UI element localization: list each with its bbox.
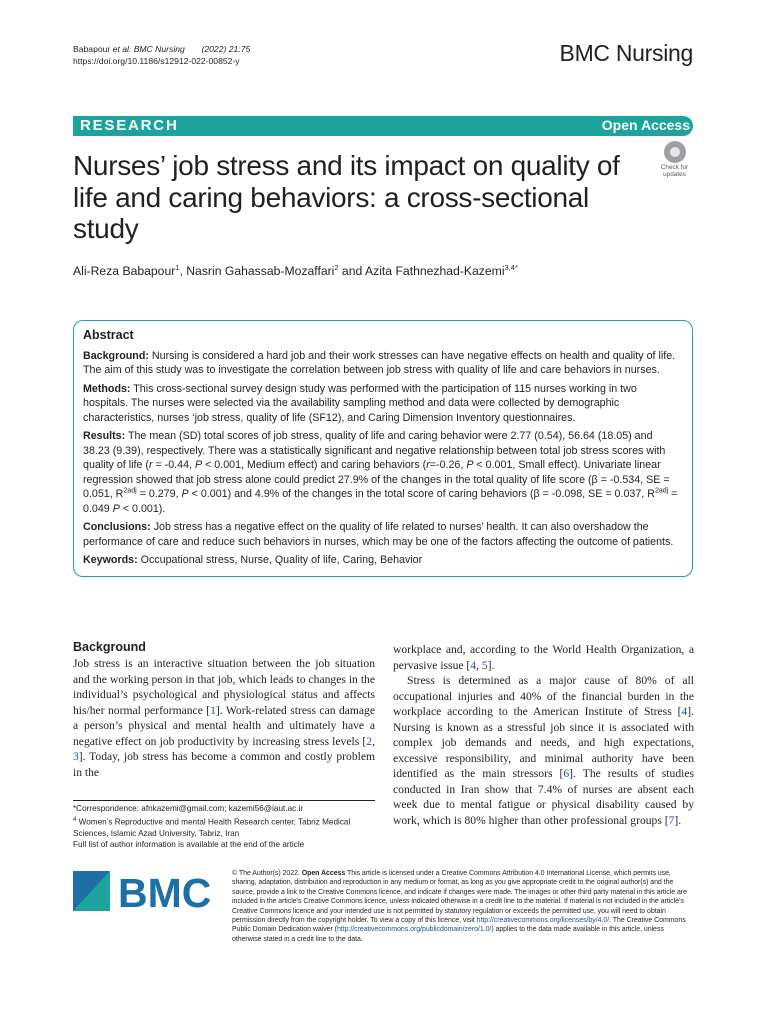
open-access-label: Open Access: [601, 117, 690, 133]
text: Job stress is an interactive situation between the job situation and the working person in that job, which leads to changes in the individual’s psychological and physiological status and affects his/her normal performance [: [73, 657, 375, 717]
bmc-logo: [73, 871, 215, 915]
paragraph: [393, 673, 694, 828]
text: ]. Today, job stress has become a common and costly problem in the: [73, 750, 375, 779]
citation-link[interactable]: 1: [210, 703, 216, 717]
paragraph: workplace and, according to the World Health Organization, a pervasive issue [4, 5].: [393, 643, 694, 672]
correspondence: *Correspondence: afnkazemi@gmail.com; kazemi56@iaut.ac.ir: [73, 804, 304, 813]
author-list: [73, 263, 518, 278]
author-name[interactable]: Nasrin Gahassab-Mozaffari: [186, 264, 335, 279]
text: ]. Nursing is known as a stressful job since it is associated with complex job demands and needs, and high expectations, excessive responsibility, and minimal authority have been identified as the main stressors [: [393, 705, 694, 780]
sup: 4: [73, 816, 77, 823]
text: ].: [674, 813, 682, 827]
label: Results:: [83, 430, 126, 442]
doi-link[interactable]: https://doi.org/10.1186/s12912-022-00852-y: [73, 56, 240, 66]
full-list-note: Full list of author information is available at the end of the article: [73, 840, 305, 850]
sym: P: [112, 502, 120, 515]
article-title: Nurses’ job stress and its impact on quality of life and caring behaviors: a cross-sectional study: [73, 150, 620, 244]
text: < 0.001, Small effect). Univariate linear regression showed that job stress alone could predict 27.9% of the changes in the total quality of life score (β = -0.534, SE = 0.051, R: [83, 459, 670, 500]
citation-link[interactable]: 2: [366, 734, 373, 748]
abstract-heading: Abstract: [83, 328, 134, 342]
text: < 0.001).: [119, 502, 166, 515]
waiver-link[interactable]: http://creativecommons.org/publicdomain/zero/1.0/: [336, 926, 492, 934]
abstract-keywords: [83, 553, 682, 568]
section-heading: Background: [73, 640, 146, 654]
sym: P: [181, 488, 189, 500]
text: This cross-sectional survey design study was performed with the participation of 115 nurses working in two hospitals. The nurses were selected via the availability sampling method and data were collected by demographic characteristics, nurses ‘job stress, quality of life (SF12), and Caring Dimension Inventory questionnaires.: [83, 382, 637, 424]
text: Job stress has a negative effect on the quality of life related to nurses’ health. It can also overshadow the performance of care and reduce such behaviors in nurses, which may be one of the factors affecting the outcome of patients.: [83, 521, 674, 548]
sup: 2adj: [654, 487, 669, 495]
abstract-results: [83, 429, 682, 516]
open-access-bold: Open Access: [301, 870, 346, 877]
sym: r: [426, 459, 430, 471]
citation-year: (2022) 21:75: [201, 44, 251, 54]
citation-header: [73, 43, 250, 67]
citation-link[interactable]: 6: [563, 767, 570, 780]
text: ]. The results of studies conducted in Iran show that 7.4% of nurses are absent each week due to mental fatigue or physical disability caused by work, which is 80% higher than other professional groups [: [393, 767, 694, 827]
text: = -0.44,: [152, 459, 195, 471]
check-for-updates-badge[interactable]: [654, 141, 695, 181]
citation-link[interactable]: 3: [73, 750, 79, 763]
paragraph: Job stress is an interactive situation between the job situation and the working person in that job, which leads to changes in the individual’s psychological and physiological status and affects his/her normal performance [1]. Work-related stress can damage a person’s physical and mental health and ultimately have a negative effect on job productivity by increasing stress levels [2, 3]. Today, job stress has become a common and costly problem in the: [73, 657, 375, 779]
label: Conclusions:: [83, 521, 151, 533]
citation-link[interactable]: 4: [681, 705, 688, 718]
logo-text: BMC: [118, 871, 212, 915]
label: Background:: [83, 349, 149, 362]
sym: r: [148, 459, 153, 471]
footnotes: [73, 800, 375, 851]
author-affil: 3,4*: [504, 263, 518, 272]
check-updates-icon: [664, 141, 686, 163]
abstract-box: [73, 320, 693, 577]
text: . The Creative Commons Public Domain Dedication waiver (: [232, 917, 686, 934]
sym: P: [194, 459, 203, 471]
text: workplace and, according to the World Health Organization, a pervasive issue [: [393, 643, 694, 672]
text: < 0.001) and 4.9% of the changes in the total score of caring behaviors (β = -0.098, SE = 0.037, R: [188, 488, 655, 500]
affiliation: [73, 815, 375, 840]
section-label: RESEARCH: [80, 117, 179, 134]
author-name[interactable]: Ali-Reza Babapour: [73, 264, 176, 279]
citation-link[interactable]: 4: [470, 658, 477, 672]
author-affil: 2: [334, 263, 339, 272]
text: =-0.26,: [429, 459, 467, 471]
body-column-left: [73, 640, 375, 780]
text: Stress is determined as a major cause of 80% of all occupational injuries and 40% of the financial burden in the workplace according to the American Institute of Stress [: [393, 674, 694, 718]
badge-line1: Check for: [660, 164, 689, 171]
sup: 2adj: [123, 487, 137, 495]
author-name[interactable]: Azita Fathnezhad-Kazemi: [364, 264, 505, 279]
label: Keywords:: [83, 554, 138, 566]
text: < 0.001, Medium effect) and caring behaviors (: [202, 459, 427, 471]
license-link[interactable]: http://creativecommons.org/licenses/by/4.0/: [476, 917, 610, 925]
text: Women’s Reproductive and mental Health Research center, Tabriz Medical Sciences, Islamic Azad University, Tabriz, Iran: [73, 817, 351, 838]
abstract-background: [83, 349, 682, 378]
badge-line2: updates: [663, 171, 686, 178]
author-affil: 1: [175, 263, 180, 272]
text: = 0.279,: [136, 488, 182, 500]
text: This article is licensed under a Creative Commons Attribution 4.0 International License, which permits use, sharing, adaptation, distribution and reproduction in any medium or format, as long as you give appropriate credit to the original author(s) and the source, provide a link to the Creative Commons licence, and indicate if changes were made. The images or other third party material in this article are included in the article’s Creative Commons licence, unless indicated otherwise in a credit line to the material. If material is not included in the article’s Creative Commons licence and your intended use is not permitted by statutory regulation or exceeds the permitted use, you will need to obtain permission directly from the copyright holder. To view a copy of this licence, visit: [232, 870, 687, 925]
text: ]. Work-related stress can damage a person’s physical and mental health and ultimately have a negative effect on job productivity by increasing stress levels [: [73, 703, 375, 748]
text: The mean (SD) total scores of job stress, quality of life and caring behavior were 2.77 (0.54), 56.64 (18.05) and 38.23 (9.39), respectively. There was a statistically significant and negative relationship between total job stress scores with quality of life (: [83, 430, 666, 471]
license-notice: [232, 869, 694, 944]
citation-link[interactable]: 5: [481, 658, 488, 672]
citation-author: Babapour: [73, 44, 111, 54]
sym: P: [466, 459, 474, 471]
author-sep: ,: [179, 264, 187, 279]
citation-link[interactable]: 7: [668, 813, 675, 827]
body-column-right: [393, 642, 694, 828]
text: Nursing is considered a hard job and their work stresses can have negative effects on health and quality of life. The aim of this study was to investigate the correlation between job stress with quality of life and care behaviors in nurses.: [83, 349, 676, 376]
author-sep: and: [338, 264, 365, 279]
label: Methods:: [83, 382, 131, 395]
text: Occupational stress, Nurse, Quality of life, Caring, Behavior: [140, 554, 423, 566]
text: ].: [487, 658, 495, 672]
text: ) applies to the data made available in this article, unless otherwise stated in a credit line to the data.: [232, 926, 664, 943]
journal-name: BMC Nursing: [559, 40, 693, 66]
text: © The Author(s) 2022.: [232, 870, 302, 877]
text: = 0.049: [83, 488, 678, 515]
abstract-conclusions: [83, 520, 682, 549]
abstract-methods: [83, 382, 682, 426]
citation-journal: et al. BMC Nursing: [112, 44, 185, 54]
